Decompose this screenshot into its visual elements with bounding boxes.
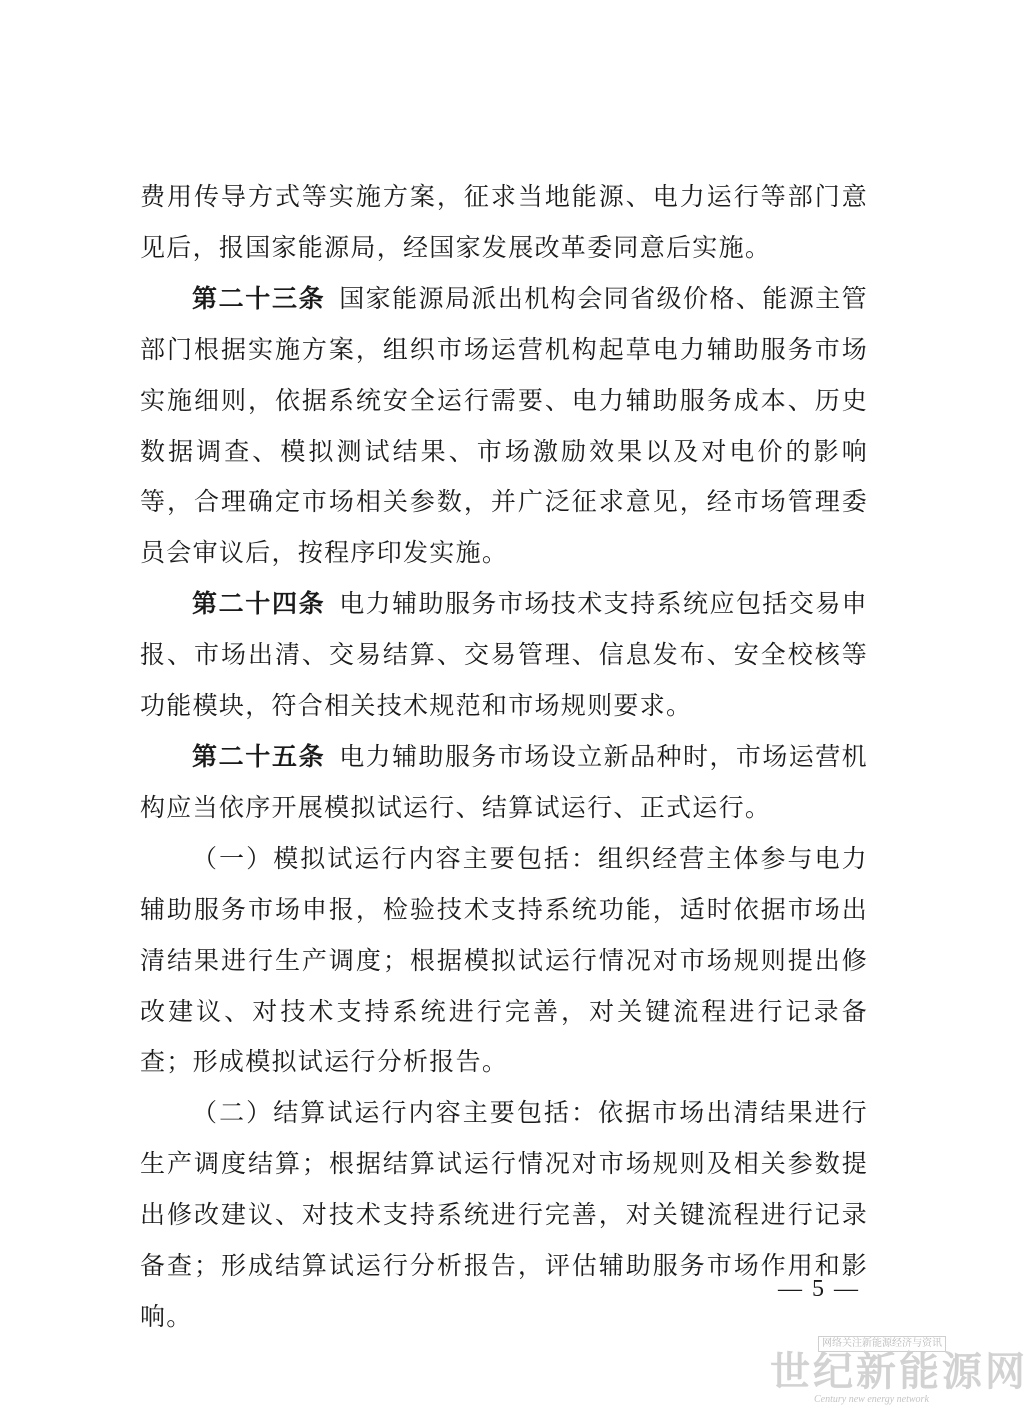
clause-simulated-trial-run <box>140 834 868 1089</box>
article-heading: 第二十三条 <box>192 283 326 313</box>
paragraph-continuation <box>140 172 868 274</box>
article-text: 国家能源局派出机构会同省级价格、能源主管部门根据实施方案，组织市场运营机构起草电力辅助服务市场实施细则，依据系统安全运行需要、电力辅助服务成本、历史数据调查、模拟测试结果、市场激励效果以及对电价的影响等，合理确定市场相关参数，并广泛征求意见，经市场管理委员会审议后，按程序印发实施。 <box>140 283 868 568</box>
article-text: 电力辅助服务市场设立新品种时，市场运营机构应当依序开展模拟试运行、结算试运行、正式运行。 <box>140 741 868 822</box>
clause-settlement-trial-run <box>140 1088 868 1343</box>
site-watermark <box>770 1336 1028 1408</box>
article-heading: 第二十五条 <box>192 741 326 771</box>
paragraph-text: 费用传导方式等实施方案，征求当地能源、电力运行等部门意见后，报国家能源局，经国家发展改革委同意后实施。 <box>140 182 868 262</box>
article-24 <box>140 579 868 732</box>
article-heading: 第二十四条 <box>192 589 326 619</box>
page-number: — 5 — <box>778 1276 860 1302</box>
article-25 <box>140 732 868 834</box>
watermark-tagline: 网络关注新能源经济与资讯 <box>818 1336 946 1352</box>
watermark-subtitle: Century new energy network <box>814 1394 929 1405</box>
clause-text: （二）结算试运行内容主要包括：依据市场出清结果进行生产调度结算；根据结算试运行情况对市场规则及相关参数提出修改建议、对技术支持系统进行完善，对关键流程进行记录备查；形成结算试运行分析报告，评估辅助服务市场作用和影响。 <box>140 1098 868 1331</box>
document-body <box>140 172 868 1343</box>
watermark-logo: 世纪新能源网 <box>770 1349 1028 1395</box>
article-23 <box>140 274 868 579</box>
article-text: 电力辅助服务市场技术支持系统应包括交易申报、市场出清、交易结算、交易管理、信息发布、安全校核等功能模块，符合相关技术规范和市场规则要求。 <box>140 589 868 721</box>
clause-text: （一）模拟试运行内容主要包括：组织经营主体参与电力辅助服务市场申报，检验技术支持系统功能，适时依据市场出清结果进行生产调度；根据模拟试运行情况对市场规则提出修改建议、对技术支持系统进行完善，对关键流程进行记录备查；形成模拟试运行分析报告。 <box>140 843 868 1077</box>
